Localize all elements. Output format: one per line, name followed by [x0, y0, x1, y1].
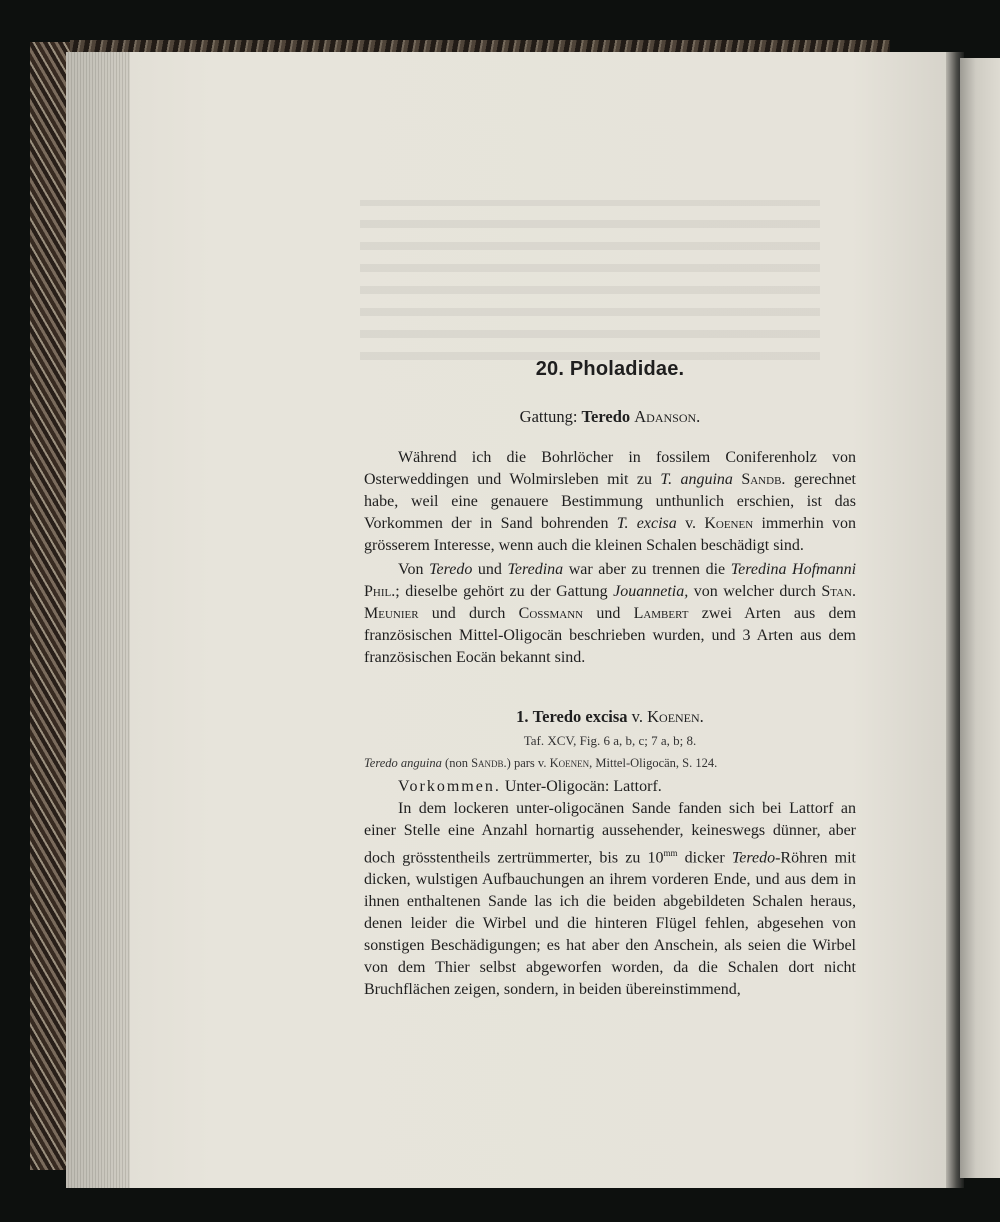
second-paragraph: Von Teredo und Teredina war aber zu trennen die Teredina Hofmanni Phil.; dieselbe gehört zu der Gattung Jouannetia, von welcher durch Stan. Meunier und durch Cossmann und Lambert zwei Arten aus dem französischen Mittel-Oligocän beschrieben wurden, und 3 Arten aus dem französischen Eocän bekannt sind.: [364, 561, 857, 666]
genus-heading: [364, 407, 856, 427]
section-name: Pholadidae.: [569, 358, 685, 380]
intro-paragraph: Während ich die Bohrlöcher in fossilem Coniferenholz von Osterweddingen und Wolmirsleben mit zu T. anguina Sandb. gerechnet habe, weil eine genauere Bestimmung unthunlich erschien, ist das Vorkommen der in Sand bohrenden T. excisa v. Koenen immerhin von grösserem Interesse, wenn auch die kleinen Schalen beschädigt sind.: [364, 449, 857, 554]
facing-page-edge: [960, 58, 1000, 1178]
description-paragraph: In dem lockeren unter-oligocänen Sande fanden sich bei Lattorf an einer Stelle eine Anzahl hornartig aussehender, keineswegs dünner, aber doch grösstentheils zertrümmerter, bis zu $10^{mm}$ dicker Teredo-Röhren mit dicken, wulstigen Aufbauchungen an ihrem vorderen Ende, und aus dem in ihnen enthaltenen Sande las ich die beiden abgebildeten Schalen heraus, denen leider die Wirbel und die hinteren Flügel fehlen, abgesehen von sonstigen Beschädigungen; es hat aber den Anschein, als seien die Wirbel von dem Thier selbst abgeworfen worden, da die Schalen dort nicht Bruchflächen zeigen, sondern, in beiden übereinstimmend,: [364, 800, 856, 999]
species-name: Teredo excisa: [532, 707, 628, 726]
bleed-through-text: [360, 200, 820, 360]
species-author: Koenen.: [647, 707, 704, 726]
section-heading: [364, 358, 856, 381]
species-author-prefix: v.: [631, 707, 643, 726]
occurrence-line: Vorkommen. Unter-Oligocän: Lattorf.: [398, 778, 662, 795]
section-number: 20.: [535, 358, 565, 380]
synonymy-line: Teredo anguina (non Sandb.) pars v. Koenen, Mittel-Oligocän, S. 124.: [364, 756, 718, 770]
book-marbled-edge: [30, 42, 70, 1170]
species-heading: [364, 707, 856, 727]
genus-label: Gattung:: [519, 407, 578, 426]
page-content: [364, 358, 856, 1001]
genus-name: Teredo: [581, 407, 631, 426]
plate-reference: Taf. XCV, Fig. 6 a, b, c; 7 a, b; 8.: [523, 733, 697, 748]
genus-author: Adanson.: [634, 407, 701, 426]
species-number: 1.: [516, 707, 529, 726]
